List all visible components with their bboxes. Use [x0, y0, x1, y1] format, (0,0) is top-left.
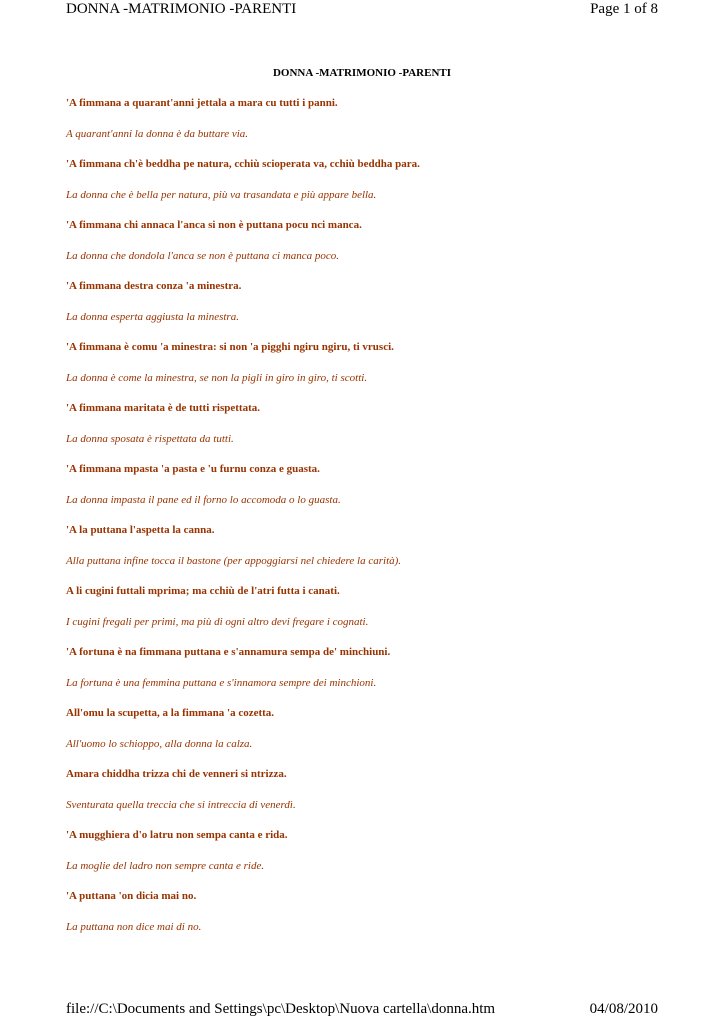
proverb-item — [66, 279, 658, 324]
proverb-dialect: 'A fimmana ch'è beddha pe natura, cchiù scioperata va, cchiù beddha para. — [66, 158, 420, 170]
proverb-translation: Sventurata quella treccia che si intreccia di venerdì. — [66, 798, 296, 811]
proverb-item — [66, 340, 658, 385]
proverb-item — [66, 767, 658, 812]
proverb-dialect: 'A fimmana chi annaca l'anca si non è puttana pocu nci manca. — [66, 219, 362, 231]
proverb-dialect: 'A fimmana a quarant'anni jettala a mara cu tutti i panni. — [66, 97, 338, 109]
proverb-translation: La moglie del ladro non sempre canta e ride. — [66, 859, 265, 872]
proverb-translation: All'uomo lo schioppo, alla donna la calza. — [66, 737, 253, 750]
document-title: DONNA -MATRIMONIO -PARENTI — [272, 67, 452, 79]
header-title: DONNA -MATRIMONIO -PARENTI — [66, 1, 297, 17]
print-footer — [66, 1000, 658, 1020]
proverb-dialect: 'A fimmana destra conza 'a minestra. — [66, 280, 242, 292]
proverb-dialect: 'A fimmana mpasta 'a pasta e 'u furnu conza e guasta. — [66, 463, 320, 475]
proverb-translation: La puttana non dice mai di no. — [66, 920, 202, 933]
proverb-item — [66, 218, 658, 263]
proverb-dialect: 'A la puttana l'aspetta la canna. — [66, 524, 215, 536]
proverb-translation: La donna impasta il pane ed il forno lo accomoda o lo guasta. — [66, 493, 341, 506]
proverb-dialect: All'omu la scupetta, a la fimmana 'a cozetta. — [66, 707, 275, 719]
proverb-dialect: 'A fortuna è na fimmana puttana e s'annamura sempa de' minchiuni. — [66, 646, 391, 658]
proverb-translation: La donna esperta aggiusta la minestra. — [66, 310, 239, 323]
proverb-translation: Alla puttana infine tocca il bastone (per appoggiarsi nel chiedere la carità). — [66, 554, 402, 567]
proverb-dialect: 'A fimmana è comu 'a minestra: si non 'a pigghi ngiru ngiru, ti vrusci. — [66, 341, 394, 353]
proverb-translation: I cugini fregali per primi, ma più di ogni altro devi fregare i cognati. — [66, 615, 369, 628]
proverb-dialect: 'A puttana 'on dicia mai no. — [66, 890, 197, 902]
proverb-translation: La donna che dondola l'anca se non è puttana ci manca poco. — [66, 249, 340, 262]
proverb-item — [66, 706, 658, 751]
proverb-item — [66, 157, 658, 202]
proverb-item — [66, 96, 658, 141]
proverb-dialect: A li cugini futtali mprima; ma cchiù de l'atri futta i canati. — [66, 585, 340, 597]
proverb-item — [66, 889, 658, 934]
proverb-translation: La donna è come la minestra, se non la pigli in giro in giro, ti scotti. — [66, 371, 368, 384]
proverb-dialect: 'A fimmana maritata è de tutti rispettata. — [66, 402, 260, 414]
print-header — [66, 0, 658, 20]
proverb-item — [66, 584, 658, 629]
document-body — [66, 66, 658, 950]
proverb-item — [66, 523, 658, 568]
proverb-translation: La fortuna è una femmina puttana e s'innamora sempre dei minchioni. — [66, 676, 377, 689]
proverb-item — [66, 462, 658, 507]
proverb-translation: La donna sposata è rispettata da tutti. — [66, 432, 234, 445]
footer-date: 04/08/2010 — [589, 1001, 658, 1017]
proverb-translation: La donna che è bella per natura, più va trasandata e più appare bella. — [66, 188, 377, 201]
proverb-item — [66, 401, 658, 446]
footer-file-path: file://C:\Documents and Settings\pc\Desktop\Nuova cartella\donna.htm — [66, 1001, 496, 1017]
proverb-item — [66, 645, 658, 690]
proverb-dialect: 'A mugghiera d'o latru non sempa canta e rida. — [66, 829, 288, 841]
header-page-number: Page 1 of 8 — [590, 1, 658, 17]
proverb-dialect: Amara chiddha trizza chi de venneri si ntrizza. — [66, 768, 287, 780]
proverb-translation: A quarant'anni la donna è da buttare via. — [66, 127, 249, 140]
proverb-item — [66, 828, 658, 873]
